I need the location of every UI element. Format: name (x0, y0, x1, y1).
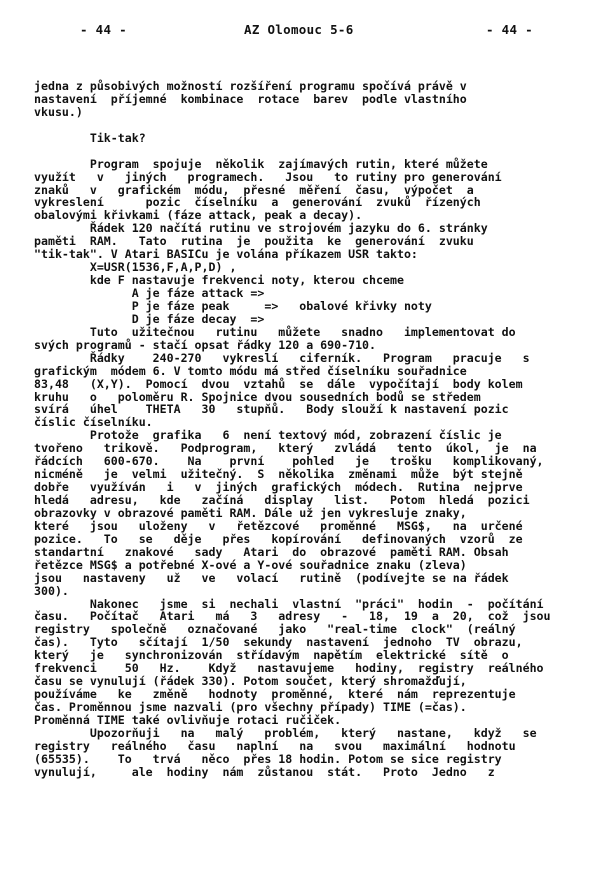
text-line: pozice. To se děje přes kopírování definovaných vzorů ze (34, 531, 523, 546)
text-line: obrazovky v obrazové paměti RAM. Dále už jen vykresluje znaky, (34, 505, 467, 520)
text-line: času se vynulují (řádek 330). Potom součet, který shromažďují, (34, 674, 467, 689)
text-line: nastavení příjemné kombinace rotace barev podle vlastního (34, 91, 467, 106)
page-number-left: - 44 - (80, 22, 127, 37)
text-line: dobře využíván i v jiných grafických módech. Rutina nejprve (34, 480, 523, 495)
text-line: který je synchronizován střídavým napětím elektrické sítě o (34, 648, 509, 663)
text-line: X=USR(1536,F,A,P,D) , (34, 260, 237, 275)
text-line: Proměnná TIME také ovlivňuje rotaci ručiček. (34, 712, 342, 727)
text-line: Program spojuje několik zajímavých rutin, které můžete (34, 156, 488, 171)
page-number-right: - 44 - (486, 22, 533, 37)
text-line: A je fáze attack => (34, 286, 265, 300)
text-line: využít v jiných programech. Jsou to rutiny pro generování (34, 169, 502, 184)
text-line: Řádek 120 načítá rutinu ve strojovém jazyku do 6. stránky (34, 221, 488, 236)
page-header (0, 22, 600, 38)
text-line: kde F nastavuje frekvenci noty, kterou chceme (34, 273, 404, 288)
text-line: Tik-tak? (34, 130, 146, 145)
text-line: svírá úhel THETA 30 stupňů. Body slouží k nastavení pozic (34, 402, 509, 417)
text-line: řádcích 600-670. Na první pohled je trošku komplikovaný, (34, 454, 544, 469)
text-line: vkusu.) (34, 104, 83, 119)
text-line: registry reálného času naplní na svou maximální hodnotu (34, 738, 516, 753)
text-line: času. Počítač Atari má 3 adresy - 18, 19 a 20, což jsou (34, 609, 551, 624)
text-line: jsou nastaveny už ve volací rutině (podívejte se na řádek (34, 570, 509, 585)
text-line: obalovými křivkami (fáze attack, peak a decay). (34, 208, 363, 223)
text-line: standartní znakové sady Atari do obrazové paměti RAM. Obsah (34, 544, 509, 559)
text-line: (65535). To trvá něco přes 18 hodin. Potom se sice registry (34, 751, 502, 766)
text-line: číslic číselníku. (34, 415, 153, 430)
text-line: vykreslení pozic číselníku a generování zvuků řízených (34, 195, 481, 210)
text-line: Protože grafika 6 není textový mód, zobrazení číslic je (34, 428, 502, 443)
text-line: tvořeno trikově. Podprogram, který zvládá tento úkol, je na (34, 441, 537, 456)
text-line: nicméně je velmi užitečný. S několika změnami může být stejně (34, 467, 523, 482)
text-line: 300). (34, 583, 69, 598)
text-line: Nakonec jsme si nechali vlastní "práci" hodin - počítání (34, 596, 544, 611)
text-line: "tik-tak". V Atari BASICu je volána příkazem USR takto: (34, 247, 418, 262)
text-line: Řádky 240-270 vykreslí ciferník. Program pracuje s (34, 350, 530, 365)
text-line: znaků v grafickém módu, přesné měření času, výpočet a (34, 182, 474, 197)
text-line: D je fáze decay => (34, 311, 265, 326)
text-line: čas). Tyto sčítají 1/50 sekundy nastavení jednoho TV obrazu, (34, 635, 523, 650)
text-line: registry společně označované jako "real-time clock" (reálný (34, 622, 516, 637)
text-line: 83,48 (X,Y). Pomocí dvou vztahů se dále vypočítají body kolem (34, 376, 523, 391)
text-line: Upozorňuji na malý problém, který nastane, když se (34, 725, 537, 740)
text-line: používáme ke změně hodnoty proměnné, které nám reprezentuje (34, 687, 516, 702)
text-line: řetězce MSG$ a potřebné X-ové a Y-ové souřadnice znaku (zleva) (34, 557, 467, 572)
text-line: frekvenci 50 Hz. Když nastavujeme hodiny, registry reálného (34, 661, 544, 676)
text-line: jedna z působivých možností rozšíření programu spočívá právě v (34, 79, 467, 93)
blank-line (34, 119, 571, 132)
text-line: paměti RAM. Tato rutina je použita ke generování zvuku (34, 234, 474, 249)
text-line: kruhu o poloměru R. Spojnice dvou sousedních bodů se středem (34, 389, 481, 404)
text-line: Tuto užitečnou rutinu můžete snadno implementovat do (34, 324, 516, 339)
running-title: AZ Olomouc 5-6 (244, 22, 354, 37)
text-line: vynulují, ale hodiny nám zůstanou stát. Proto Jedno z (34, 764, 495, 779)
blank-line (34, 145, 571, 158)
text-line: svých programů - stačí opsat řádky 120 a 690-710. (34, 337, 377, 352)
text-line: grafickým módem 6. V tomto módu má střed číselníku souřadnice (34, 363, 467, 378)
text-line: čas. Proměnnou jsme nazvali (pro všechny případy) TIME (=čas). (34, 700, 467, 714)
text-line: které jsou uloženy v řetězcové proměnné MSG$, na určené (34, 518, 523, 533)
text-line: P je fáze peak => obalové křivky noty (34, 298, 432, 313)
article-body (34, 80, 571, 779)
text-line: hledá adresu, kde začíná display list. Potom hledá pozici (34, 493, 530, 507)
